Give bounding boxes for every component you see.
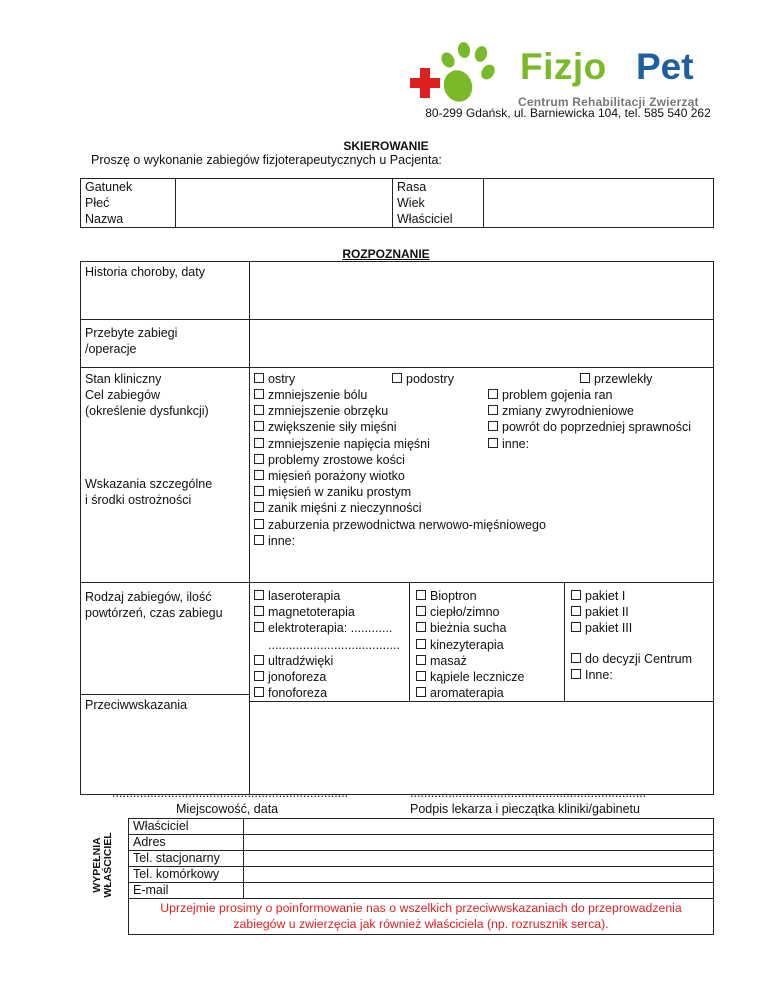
- diagnosis-title: ROZPOZNANIE: [342, 247, 430, 261]
- checkbox-icon: [254, 519, 264, 529]
- checkbox-icon: [416, 655, 426, 665]
- checkbox-icon: [254, 622, 264, 632]
- checkbox-icon: [416, 622, 426, 632]
- checkbox-icon: [488, 438, 498, 448]
- owner-side-label: [77, 818, 127, 914]
- checkbox-icon: [254, 606, 264, 616]
- past-treatments-line2: /operacje: [85, 342, 137, 356]
- label-breed: Rasa: [397, 180, 427, 194]
- indications-list: [254, 468, 546, 549]
- indications-line2: i środki ostrożności: [85, 493, 192, 507]
- brand-subtitle: Centrum Rehabilitacji Zwierząt: [518, 95, 699, 109]
- checkbox-icon: [488, 421, 498, 431]
- checkbox-indication[interactable]: mięsień porażony wiotko: [254, 468, 546, 484]
- checkbox-package[interactable]: do decyzji Centrum: [571, 651, 709, 667]
- mobile-field-label: Tel. komórkowy: [129, 867, 244, 883]
- checkbox-icon: [254, 590, 264, 600]
- email-field-input[interactable]: [244, 883, 714, 899]
- checkbox-icon: [416, 606, 426, 616]
- place-date-label: Miejscowość, data: [176, 802, 279, 816]
- landline-field-input[interactable]: [244, 851, 714, 867]
- history-field[interactable]: [250, 262, 714, 320]
- treatment-col3: [565, 583, 714, 702]
- checkbox-icon: [254, 687, 264, 697]
- paw-cross-logo-icon: [408, 38, 518, 108]
- checkbox-icon: [571, 669, 581, 679]
- brand-pet: Pet: [636, 46, 694, 87]
- history-label: Historia choroby, daty: [81, 262, 250, 320]
- checkbox-goal[interactable]: problem gojenia ran: [488, 387, 691, 403]
- checkbox-icon: [571, 606, 581, 616]
- checkbox-treatment[interactable]: ultradźwięki: [254, 653, 405, 669]
- treatment-types-line1: Rodzaj zabiegów, ilość: [85, 590, 212, 604]
- treatment-types-label: [81, 583, 250, 695]
- checkbox-icon: [488, 405, 498, 415]
- indications-line1: Wskazania szczególne: [85, 477, 213, 491]
- treatment-types-line2: powtórzeń, czas zabiegu: [85, 606, 223, 620]
- contraindication-notice: [129, 899, 714, 935]
- checkbox-icon: [416, 687, 426, 697]
- side-label-line1: WYPEŁNIA: [91, 837, 103, 893]
- checkbox-acute[interactable]: ostry: [254, 371, 295, 387]
- checkbox-icon: [254, 655, 264, 665]
- address-field-label: Adres: [129, 835, 244, 851]
- signature-line[interactable]: ....................................................................: [410, 786, 647, 800]
- checkbox-icon: [254, 535, 264, 545]
- checkbox-icon: [571, 622, 581, 632]
- clinical-state-options: [250, 368, 714, 583]
- goal-line2: Cel zabiegów: [85, 388, 161, 402]
- checkbox-indication[interactable]: inne:: [254, 533, 546, 549]
- landline-field-label: Tel. stacjonarny: [129, 851, 244, 867]
- checkbox-icon: [254, 454, 264, 464]
- label-age: Wiek: [397, 196, 425, 210]
- checkbox-indication[interactable]: zaburzenia przewodnictwa nerwowo-mięśniowego: [254, 517, 546, 533]
- notice-line2: zabiegów u zwierzęcia jak również właściciela (np. rozrusznik serca).: [233, 917, 609, 931]
- checkbox-goal[interactable]: zmniejszenie obrzęku: [254, 403, 430, 419]
- treatment-subtable: [250, 583, 713, 702]
- checkbox-goal[interactable]: problemy zrostowe kości: [254, 452, 430, 468]
- checkbox-icon: [254, 389, 264, 399]
- checkbox-icon: [416, 671, 426, 681]
- checkbox-icon: [488, 389, 498, 399]
- checkbox-goal[interactable]: powrót do poprzedniej sprawności: [488, 419, 691, 435]
- checkbox-icon: [571, 653, 581, 663]
- notice-line1: Uprzejmie prosimy o poinformowanie nas o wszelkich przeciwwskazaniach do przeprowadzenia: [160, 901, 682, 915]
- signature-label: Podpis lekarza i pieczątka kliniki/gabinetu: [410, 802, 640, 816]
- checkbox-package[interactable]: pakiet I: [571, 588, 709, 604]
- treatment-col2: [410, 583, 565, 702]
- goals-left-list: [254, 387, 430, 468]
- checkbox-package[interactable]: pakiet II: [571, 604, 709, 620]
- goal-line3: (określenie dysfunkcji): [85, 404, 209, 418]
- clinical-state-label: [81, 368, 250, 583]
- checkbox-icon: [254, 470, 264, 480]
- goals-right-list: [488, 387, 691, 452]
- checkbox-treatment[interactable]: aromaterapia: [416, 685, 560, 701]
- checkbox-package[interactable]: pakiet III: [571, 620, 709, 636]
- checkbox-treatment[interactable]: laseroterapia: [254, 588, 405, 604]
- past-treatments-line1: Przebyte zabiegi: [85, 326, 178, 340]
- checkbox-icon: [580, 373, 590, 383]
- checkbox-treatment[interactable]: magnetoterapia: [254, 604, 405, 620]
- checkbox-treatment[interactable]: bieżnia sucha: [416, 620, 560, 636]
- checkbox-icon: [254, 502, 264, 512]
- checkbox-indication[interactable]: mięsień w zaniku prostym: [254, 484, 546, 500]
- treatment-col1: [250, 583, 410, 702]
- checkbox-subacute[interactable]: podostry: [392, 371, 454, 387]
- email-field-label: E-mail: [129, 883, 244, 899]
- contraindications-field[interactable]: [250, 702, 713, 703]
- checkbox-icon: [254, 405, 264, 415]
- checkbox-goal[interactable]: zmniejszenie napięcia mięśni: [254, 436, 430, 452]
- checkbox-treatment[interactable]: Bioptron: [416, 588, 560, 604]
- indications-label: [85, 476, 212, 508]
- side-label-line2: WŁAŚCICIEL: [102, 832, 114, 898]
- mobile-field-input[interactable]: [244, 867, 714, 883]
- past-treatments-label: [81, 320, 250, 368]
- checkbox-treatment[interactable]: elektroterapia: ............: [254, 620, 405, 636]
- owner-field-label: Właściciel: [129, 819, 244, 835]
- label-name: Nazwa: [85, 212, 124, 226]
- checkbox-icon: [571, 590, 581, 600]
- diagnosis-table: [80, 261, 714, 795]
- clinical-state-line1: Stan kliniczny: [85, 372, 162, 386]
- checkbox-treatment[interactable]: fonoforeza: [254, 685, 405, 701]
- checkbox-indication[interactable]: zanik mięśni z nieczynności: [254, 500, 546, 516]
- checkbox-icon: [254, 486, 264, 496]
- patient-left-values[interactable]: [176, 179, 393, 228]
- contraindications-label: Przeciwwskazania: [81, 695, 250, 795]
- checkbox-icon: [392, 373, 402, 383]
- document-title: SKIEROWANIE: [343, 139, 429, 153]
- checkbox-goal[interactable]: inne:: [488, 436, 691, 452]
- checkbox-treatment[interactable]: ciepło/zimno: [416, 604, 560, 620]
- patient-right-labels: [393, 179, 484, 228]
- clinic-address: 80-299 Gdańsk, ul. Barniewicka 104, tel. 585 540 262: [425, 106, 711, 120]
- patient-table: [80, 178, 714, 228]
- checkbox-treatment[interactable]: masaż: [416, 653, 560, 669]
- checkbox-goal[interactable]: zmiany zwyrodnieniowe: [488, 403, 691, 419]
- intro-text: Proszę o wykonanie zabiegów fizjoterapeutycznych u Pacjenta:: [91, 153, 442, 167]
- checkbox-goal[interactable]: zmniejszenie bólu: [254, 387, 430, 403]
- checkbox-icon: [416, 590, 426, 600]
- owner-field-input[interactable]: [244, 819, 714, 835]
- patient-right-values[interactable]: [484, 179, 714, 228]
- past-treatments-field[interactable]: [250, 320, 714, 368]
- patient-left-labels: [81, 179, 176, 228]
- checkbox-icon: [254, 438, 264, 448]
- electrotherapy-continuation[interactable]: ......................................: [268, 637, 400, 652]
- place-date-line[interactable]: ....................................................................: [112, 786, 349, 800]
- checkbox-icon: [254, 373, 264, 383]
- checkbox-treatment[interactable]: jonoforeza: [254, 669, 405, 685]
- checkbox-treatment[interactable]: kinezyterapia: [416, 637, 560, 653]
- checkbox-icon: [254, 671, 264, 681]
- treatment-options: [250, 583, 714, 795]
- label-species: Gatunek: [85, 180, 133, 194]
- checkbox-chronic[interactable]: przewlekły: [580, 371, 652, 387]
- checkbox-icon: [254, 421, 264, 431]
- address-field-input[interactable]: [244, 835, 714, 851]
- brand-fizjo: Fizjo: [520, 46, 607, 87]
- checkbox-treatment[interactable]: kąpiele lecznicze: [416, 669, 560, 685]
- owner-table: [128, 818, 714, 935]
- checkbox-package[interactable]: Inne:: [571, 667, 709, 683]
- checkbox-icon: [416, 639, 426, 649]
- checkbox-goal[interactable]: zwiększenie siły mięśni: [254, 419, 430, 435]
- label-owner: Właściciel: [397, 212, 453, 226]
- label-sex: Płeć: [85, 196, 110, 210]
